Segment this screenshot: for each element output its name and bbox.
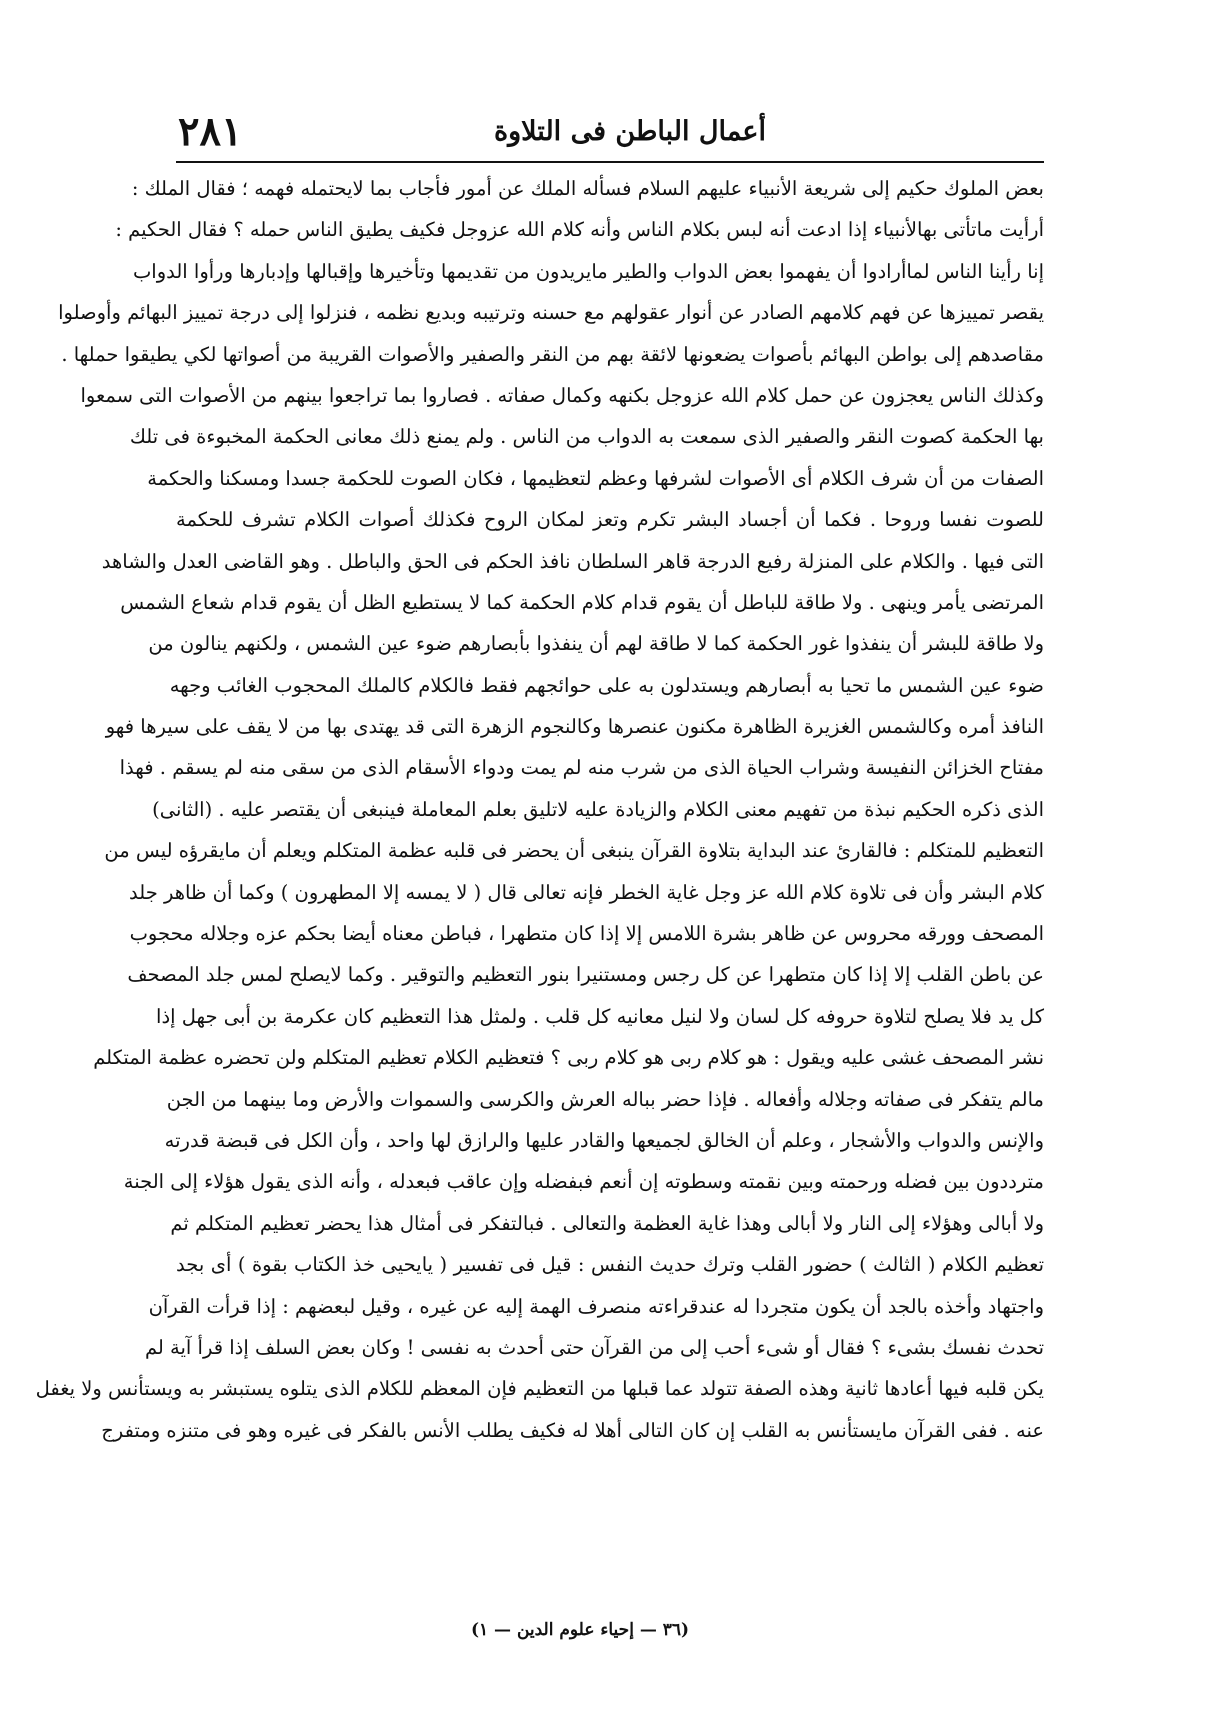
- text-line: الذى ذكره الحكيم نبذة من تفهيم معنى الكلام والزيادة عليه لاتليق بعلم المعاملة فينبغى أن يقتصر عليه . (الثانى): [152, 797, 1044, 821]
- text-line: وكذلك الناس يعجزون عن حمل كلام الله عزوجل بكنهه وكمال صفاته . فصاروا بما تراجعوا بينهم من الأصوات التى سمعوا: [80, 383, 1044, 407]
- text-line: عن باطن القلب إلا إذا كان متطهرا عن كل رجس ومستنيرا بنور التعظيم والتوقير . وكما لايصلح لمس جلد المصحف: [127, 963, 1044, 987]
- text-line: الصفات من أن شرف الكلام أى الأصوات لشرفها وعظم لتعظيمها ، فكان الصوت للحكمة جسدا ومسكنا والحكمة: [147, 466, 1044, 490]
- text-line: والإنس والدواب والأشجار ، وعلم أن الخالق لجميعها والقادر عليها والرازق لها واحد ، وأن الكل فى قبضة قدرته: [164, 1128, 1044, 1152]
- text-line: بعض الملوك حكيم إلى شريعة الأنبياء عليهم السلام فسأله الملك عن أمور فأجاب بما لايحتمله فهمه ؛ فقال الملك :: [131, 177, 1044, 200]
- text-line: تحدث نفسك بشىء ؟ فقال أو شىء أحب إلى من القرآن حتى أحدث به نفسى ! وكان بعض السلف إذا قرأ آية لم: [144, 1335, 1044, 1359]
- text-line: مقاصدهم إلى بواطن البهائم بأصوات يضعونها لائقة بهم من النقر والصفير والأصوات القريبة من أصواتها لكي يطيقوا حملها .: [61, 342, 1044, 366]
- text-line: التعظيم للمتكلم : فالقارئ عند البداية بتلاوة القرآن ينبغى أن يحضر فى قلبه عظمة المتكلم ويعلم أن مايقرؤه ليس من: [104, 839, 1044, 863]
- text-line: يقصر تمييزها عن فهم كلامهم الصادر عن أنوار عقولهم مع حسنه وترتيبه وبديع نظمه ، فنزلوا إلى درجة تمييز البهائم وأوصلوا: [58, 301, 1044, 325]
- page-number: ٢٨١: [178, 108, 243, 155]
- text-line: ولا طاقة للبشر أن ينفذوا غور الحكمة كما لا طاقة لهم أن ينفذوا بأبصارهم ضوء عين الشمس ، ولكنهم ينالون من: [148, 632, 1044, 656]
- text-line: يكن قلبه فيها أعادها ثانية وهذه الصفة تتولد عما قبلها من التعظيم فإن المعظم للكلام الذى يتلوه يستبشر به ويستأنس ولا يغفل: [35, 1377, 1044, 1401]
- footer-signature: (٣٦ — إحياء علوم الدين — ١): [470, 1620, 690, 1640]
- text-line: بها الحكمة كصوت النقر والصفير الذى سمعت به الدواب من الناس . ولم يمنع ذلك معانى الحكمة المخبوءة فى تلك: [129, 425, 1044, 449]
- body-text: [35, 168, 1044, 1451]
- text-line: كل يد فلا يصلح لتلاوة حروفه كل لسان ولا لنيل معانيه كل قلب . ولمثل هذا التعظيم كان عكرمة بن أبى جهل إذا: [156, 1004, 1044, 1028]
- header-rule: [176, 161, 1044, 163]
- text-line: عنه . ففى القرآن مايستأنس به القلب إن كان التالى أهلا له فكيف يطلب الأنس بالفكر فى غيره وهو فى متنزه ومتفرج: [101, 1418, 1044, 1442]
- text-line: كلام البشر وأن فى تلاوة كلام الله عز وجل غاية الخطر فإنه تعالى قال ( لا يمسه إلا المطهرون ) وكما أن ظاهر جلد: [129, 880, 1044, 904]
- text-line: مترددون بين فضله ورحمته وبين نقمته وسطوته إن أنعم فبفضله وإن عاقب فبعدله ، وأنه الذى يقول هؤلاء إلى الجنة: [123, 1170, 1044, 1194]
- text-line: نشر المصحف غشى عليه ويقول : هو كلام ربى هو كلام ربى ؟ فتعظيم الكلام تعظيم المتكلم ولن تحضره عظمة المتكلم: [93, 1046, 1044, 1070]
- text-line: ضوء عين الشمس ما تحيا به أبصارهم ويستدلون به على حوائجهم فقط فالكلام كالملك المحجوب الغائب وجهه: [169, 673, 1044, 697]
- text-line: المرتضى يأمر وينهى . ولا طاقة للباطل أن يقوم قدام كلام الحكمة كما لا يستطيع الظل أن يقوم قدام شعاع الشمس: [120, 590, 1044, 614]
- running-title: أعمال الباطن فى التلاوة: [494, 116, 766, 147]
- text-line: للصوت نفسا وروحا . فكما أن أجساد البشر تكرم وتعز لمكان الروح فكذلك أصوات الكلام تشرف للحكمة: [176, 508, 1044, 532]
- text-line: تعظيم الكلام ( الثالث ) حضور القلب وترك حديث النفس : قيل فى تفسير ( يايحيى خذ الكتاب بقوة ) أى بجد: [176, 1253, 1044, 1277]
- text-line: واجتهاد وأخذه بالجد أن يكون متجردا له عندقراءته منصرف الهمة إليه عن غيره ، وقيل لبعضهم : إذا قرأت القرآن: [148, 1294, 1044, 1318]
- text-line: النافذ أمره وكالشمس الغزيرة الظاهرة مكنون عنصرها وكالنجوم الزهرة التى قد يهتدى بها من لا يقف على سيرها فهو: [105, 715, 1044, 739]
- text-line: ولا أبالى وهؤلاء إلى النار ولا أبالى وهذا غاية العظمة والتعالى . فبالتفكر فى أمثال هذا يحضر تعظيم المتكلم ثم: [170, 1211, 1044, 1235]
- text-line: إنا رأينا الناس لماأرادوا أن يفهموا بعض الدواب والطير مايريدون من تقديمها وتأخيرها وإقبالها وإدبارها ورأوا الدواب: [132, 259, 1044, 283]
- text-line: أرأيت ماتأتى بهالأنبياء إذا ادعت أنه لبس بكلام الناس وأنه كلام الله عزوجل فكيف يطيق الناس حمله ؟ فقال الحكيم :: [115, 218, 1044, 242]
- text-line: المصحف وورقه محروس عن ظاهر بشرة اللامس إلا إذا كان متطهرا ، فباطن معناه أيضا بحكم عزه وجلاله محجوب: [129, 922, 1044, 946]
- text-line: مفتاح الخزائن النفيسة وشراب الحياة الذى من شرب منه لم يمت ودواء الأسقام الذى من سقى منه لم يسقم . فهذا: [119, 756, 1044, 780]
- text-line: مالم يتفكر فى صفاته وجلاله وأفعاله . فإذا حضر بباله العرش والكرسى والسموات والأرض وما بينهما من الجن: [166, 1087, 1044, 1111]
- text-line: التى فيها . والكلام على المنزلة رفيع الدرجة قاهر السلطان نافذ الحكم فى الحق والباطل . وهو القاضى العدل والشاهد: [101, 549, 1044, 573]
